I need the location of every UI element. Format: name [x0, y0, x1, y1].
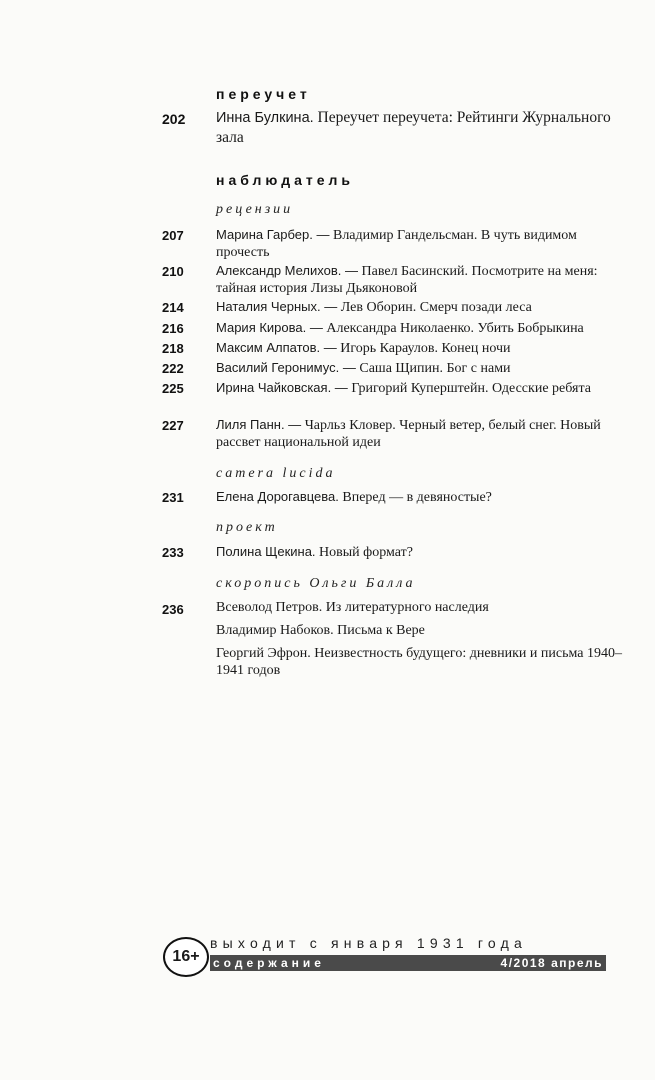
- page-number: 231: [162, 490, 184, 505]
- subsection-heading-camera-lucida: camera lucida: [216, 466, 336, 481]
- page-number: 227: [162, 418, 184, 433]
- toc-entry: [216, 645, 626, 679]
- toc-entry: [216, 359, 626, 377]
- toc-entry: [216, 488, 626, 506]
- entry-author: Мария Кирова. —: [216, 320, 323, 335]
- entry-title: Григорий Куперштейн. Одесские ребята: [351, 381, 591, 396]
- toc-entry: [216, 416, 626, 451]
- toc-entry: [216, 543, 626, 561]
- footer-issue-label: 4/2018 апрель: [500, 956, 603, 970]
- entry-title: Чарльз Кловер. Черный ветер, белый снег. Новый рассвет национальной идеи: [216, 418, 601, 450]
- page-number: 214: [162, 300, 184, 315]
- entry-author: Александр Мелихов. —: [216, 263, 358, 278]
- entry-title: Саша Щипин. Бог с нами: [359, 361, 511, 376]
- entry-author: Полина Щекина.: [216, 544, 316, 559]
- entry-title: Александра Николаенко. Убить Бобрыкина: [326, 321, 584, 336]
- toc-entry: [216, 622, 626, 639]
- entry-author: Марина Гарбер. —: [216, 227, 330, 242]
- entry-author: Ирина Чайковская. —: [216, 380, 348, 395]
- entry-title: Павел Басинский. Посмотрите на меня: тайная история Лизы Дьяконовой: [216, 264, 598, 296]
- entry-author: Лиля Панн. —: [216, 417, 302, 432]
- toc-entry: [216, 319, 626, 337]
- entry-author: Елена Дорогавцева.: [216, 489, 339, 504]
- age-rating-badge: 16+: [163, 937, 209, 977]
- toc-entry: [216, 599, 626, 616]
- entry-author: Максим Алпатов. —: [216, 340, 337, 355]
- footer-tagline: выходит с января 1931 года: [210, 935, 527, 951]
- entry-author: Василий Геронимус. —: [216, 360, 356, 375]
- entry-author: Наталия Черных. —: [216, 299, 338, 314]
- page-number: 210: [162, 264, 184, 279]
- page-number: 216: [162, 321, 184, 336]
- toc-entry: [216, 339, 626, 357]
- footer-bar: [210, 955, 606, 971]
- page-number: 222: [162, 361, 184, 376]
- page-number: 236: [162, 602, 184, 617]
- subsection-heading-skoropis: скоропись Ольги Балла: [216, 576, 416, 591]
- entry-title: Новый формат?: [319, 545, 413, 560]
- entry-title: Лев Оборин. Смерч позади леса: [340, 300, 532, 315]
- toc-entry: [216, 262, 626, 297]
- entry-author: Инна Булкина.: [216, 110, 314, 126]
- toc-entry: [216, 298, 626, 316]
- entry-title: Владимир Набоков. Письма к Вере: [216, 623, 425, 638]
- page-number: 218: [162, 341, 184, 356]
- toc-entry: [216, 108, 626, 148]
- toc-entry: [216, 226, 626, 261]
- subsection-heading-proekt: проект: [216, 520, 278, 535]
- entry-title: Георгий Эфрон. Неизвестность будущего: дневники и письма 1940–1941 годов: [216, 646, 622, 678]
- entry-title: Переучет переучета: Рейтинги Журнального зала: [216, 109, 611, 146]
- section-heading-nablyudatel: наблюдатель: [216, 172, 355, 188]
- entry-title: Владимир Гандельсман. В чуть видимом прочесть: [216, 228, 577, 260]
- page-number: 207: [162, 228, 184, 243]
- toc-entry: [216, 379, 626, 397]
- footer-contents-label: содержание: [213, 956, 325, 970]
- page-number: 225: [162, 381, 184, 396]
- page-number: 233: [162, 545, 184, 560]
- subsection-heading-recenzii: рецензии: [216, 202, 294, 217]
- entry-title: Игорь Караулов. Конец ночи: [340, 341, 511, 356]
- page-number: 202: [162, 111, 186, 127]
- entry-title: Всеволод Петров. Из литературного наследия: [216, 600, 489, 615]
- entry-title: Вперед — в девяностые?: [342, 490, 492, 505]
- section-heading-pereuchet: переучет: [216, 86, 311, 102]
